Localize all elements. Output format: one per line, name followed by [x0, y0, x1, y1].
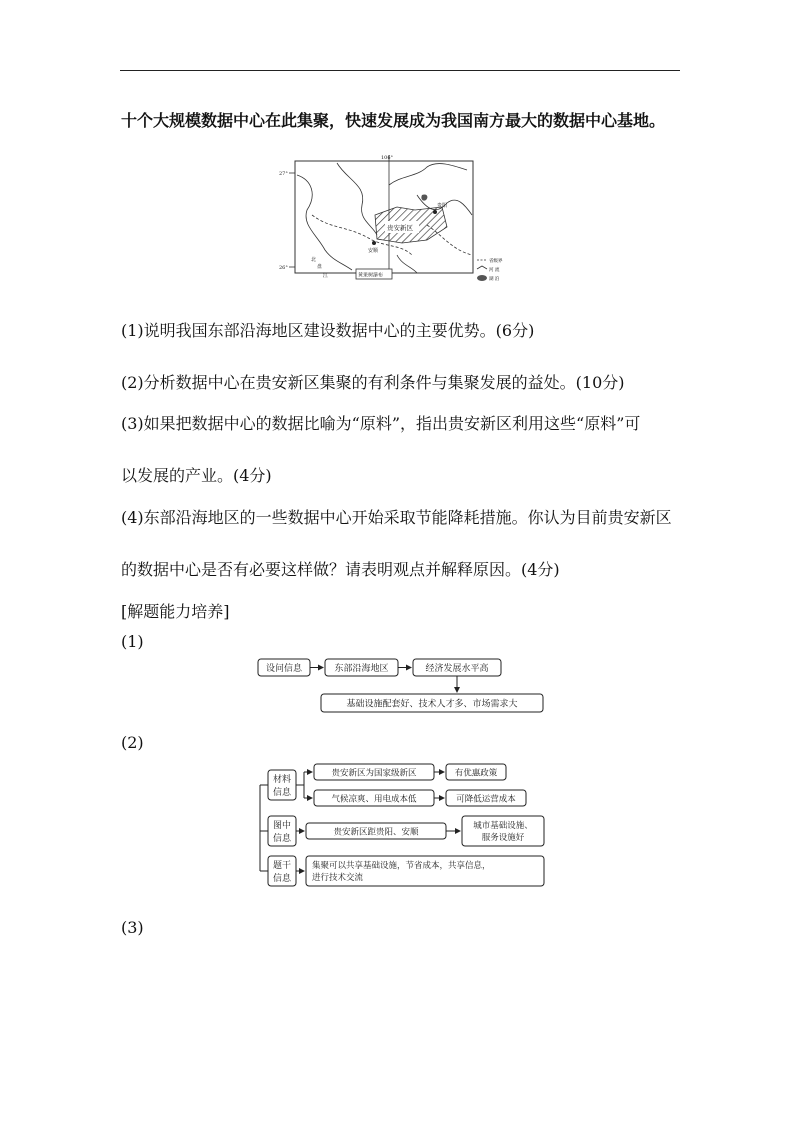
question-3-line2: 以发展的产业。(4分) — [121, 466, 272, 485]
top-rule — [120, 70, 680, 71]
map-lat-top: 27° — [279, 171, 288, 177]
intro-text: 十个大规模数据中心在此集聚，快速发展成为我国南方最大的数据中心基地。 — [121, 111, 666, 130]
flow2-a1r: 有优惠政策 — [454, 768, 498, 779]
map-legend-0: 省级界 — [489, 259, 503, 264]
flow2-b1: 贵安新区距贵阳、安顺 — [333, 827, 419, 838]
map-guiyang: 贵阳 — [437, 203, 448, 209]
flow2-b1ra: 城市基础设施、 — [473, 821, 533, 831]
question-1: (1)说明我国东部沿海地区建设数据中心的主要优势。(6分) — [121, 321, 535, 340]
region-map — [277, 155, 527, 290]
flow2-c1b: 进行技术交流 — [312, 873, 364, 883]
map-legend-1: 河 流 — [489, 268, 500, 273]
flowchart-2 — [250, 760, 550, 892]
question-4-line2: 的数据中心是否有必要这样做？请表明观点并解释原因。(4分) — [121, 560, 560, 579]
map-lon-label: 106° — [381, 155, 394, 161]
map-reservoir: 黄果树瀑布 — [358, 272, 384, 279]
map-lat-bottom: 26° — [279, 265, 288, 271]
question-3-line1: (3)如果把数据中心的数据比喻为“原料”，指出贵安新区利用这些“原料”可 — [121, 414, 641, 433]
flow2-src2b: 信息 — [272, 834, 292, 844]
flow2-src3b: 信息 — [272, 874, 292, 884]
flow2-src1b: 信息 — [272, 788, 292, 798]
flowchart-1 — [255, 655, 555, 715]
question-4-line1: (4)东部沿海地区的一些数据中心开始采取节能降耗措施。你认为目前贵安新区 — [121, 508, 672, 527]
map-river-bei: 北 — [311, 257, 317, 263]
flow1-box2: 东部沿海地区 — [334, 664, 389, 674]
flow2-a1: 贵安新区为国家级新区 — [331, 768, 417, 779]
flow2-src3a: 题干 — [272, 861, 292, 871]
label-3: (3) — [121, 918, 144, 937]
question-2: (2)分析数据中心在贵安新区集聚的有利条件与集聚发展的益处。(10分) — [121, 373, 625, 392]
flow1-box4: 基础设施配套好、技术人才多、市场需求大 — [346, 699, 518, 710]
flow1-box3: 经济发展水平高 — [425, 664, 489, 674]
map-guian: 贵安新区 — [387, 224, 413, 232]
flow2-c1a: 集聚可以共享基础设施，节省成本，共享信息， — [312, 861, 491, 871]
map-river-pan: 盘 — [317, 264, 323, 270]
map-legend-2: 湖 泊 — [489, 277, 500, 282]
flow1-box1: 设问信息 — [265, 664, 303, 674]
map-river-jiang: 江 — [323, 273, 329, 279]
flow2-a2: 气候凉爽、用电成本低 — [331, 794, 417, 805]
flow2-src2a: 图中 — [272, 821, 292, 831]
section-title: [解题能力培养] — [121, 602, 230, 621]
label-1: (1) — [121, 632, 144, 651]
flow2-a2r: 可降低运营成本 — [456, 794, 516, 805]
flow2-b1rb: 服务设施好 — [481, 833, 525, 843]
flow2-src1a: 材料 — [272, 775, 292, 785]
map-anshun: 安顺 — [368, 248, 379, 254]
label-2: (2) — [121, 733, 144, 752]
